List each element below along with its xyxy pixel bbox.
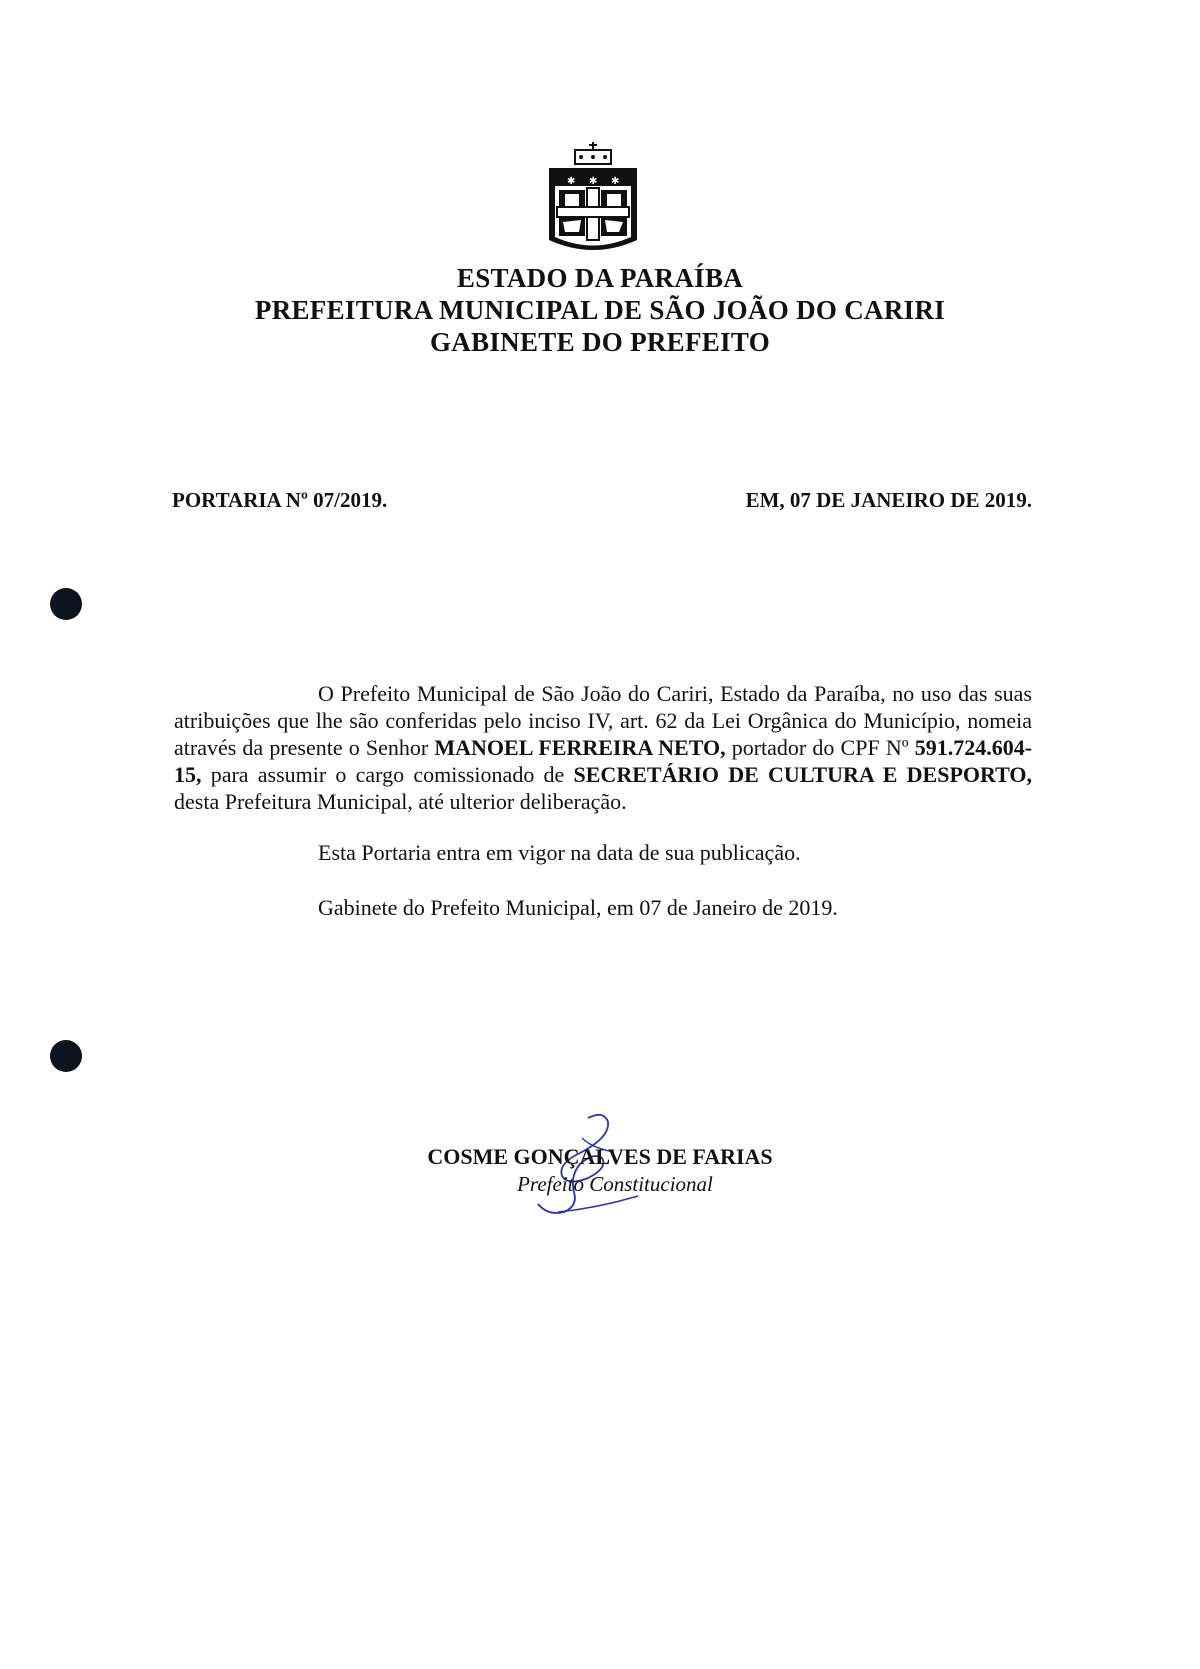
signature-block	[0, 1143, 1200, 1197]
signer-name: COSME GONÇALVES DE FARIAS	[427, 1144, 773, 1169]
document-body	[174, 680, 1032, 921]
punch-hole-top	[50, 588, 82, 620]
effective-clause: Esta Portaria entra em vigor na data de sua publicação.	[318, 840, 801, 865]
paragraph-text: portador do CPF Nº	[725, 735, 915, 760]
letterhead	[0, 262, 1200, 358]
state-name: ESTADO DA PARAÍBA	[456, 263, 744, 293]
signer-title: Prefeito Constitucional	[517, 1172, 713, 1196]
punch-hole-bottom	[50, 1040, 82, 1072]
municipality-name: PREFEITURA MUNICIPAL DE SÃO JOÃO DO CARIRI	[254, 295, 946, 325]
paragraph-text: para assumir o cargo comissionado de	[201, 762, 574, 787]
closing-line: Gabinete do Prefeito Municipal, em 07 de Janeiro de 2019.	[318, 895, 838, 920]
document-date: EM, 07 DE JANEIRO DE 2019.	[745, 488, 1032, 512]
appointee-cpf: 591.724.604-15,	[174, 735, 1033, 787]
office-name: GABINETE DO PREFEITO	[429, 327, 771, 357]
appointment-paragraph	[174, 680, 1032, 815]
svg-text:✱: ✱	[567, 176, 576, 187]
paragraph-text: O Prefeito Municipal de São João do Cariri, Estado da Paraíba, no uso das suas atribuições que lhe são conferidas pelo inciso IV, art. 62 da Lei Orgânica do Município, nomeia através da presente o Senhor	[174, 681, 1032, 760]
svg-text:✱: ✱	[589, 176, 598, 187]
coat-of-arms-icon	[545, 142, 641, 260]
paragraph-text: desta Prefeitura Municipal, até ulterior deliberação.	[174, 789, 627, 814]
appointee-name: MANOEL FERREIRA NETO,	[434, 735, 726, 760]
portaria-number: PORTARIA Nº 07/2019.	[172, 488, 388, 512]
svg-text:✱: ✱	[611, 176, 620, 187]
appointed-role: SECRETÁRIO DE CULTURA E DESPORTO,	[573, 762, 1032, 787]
